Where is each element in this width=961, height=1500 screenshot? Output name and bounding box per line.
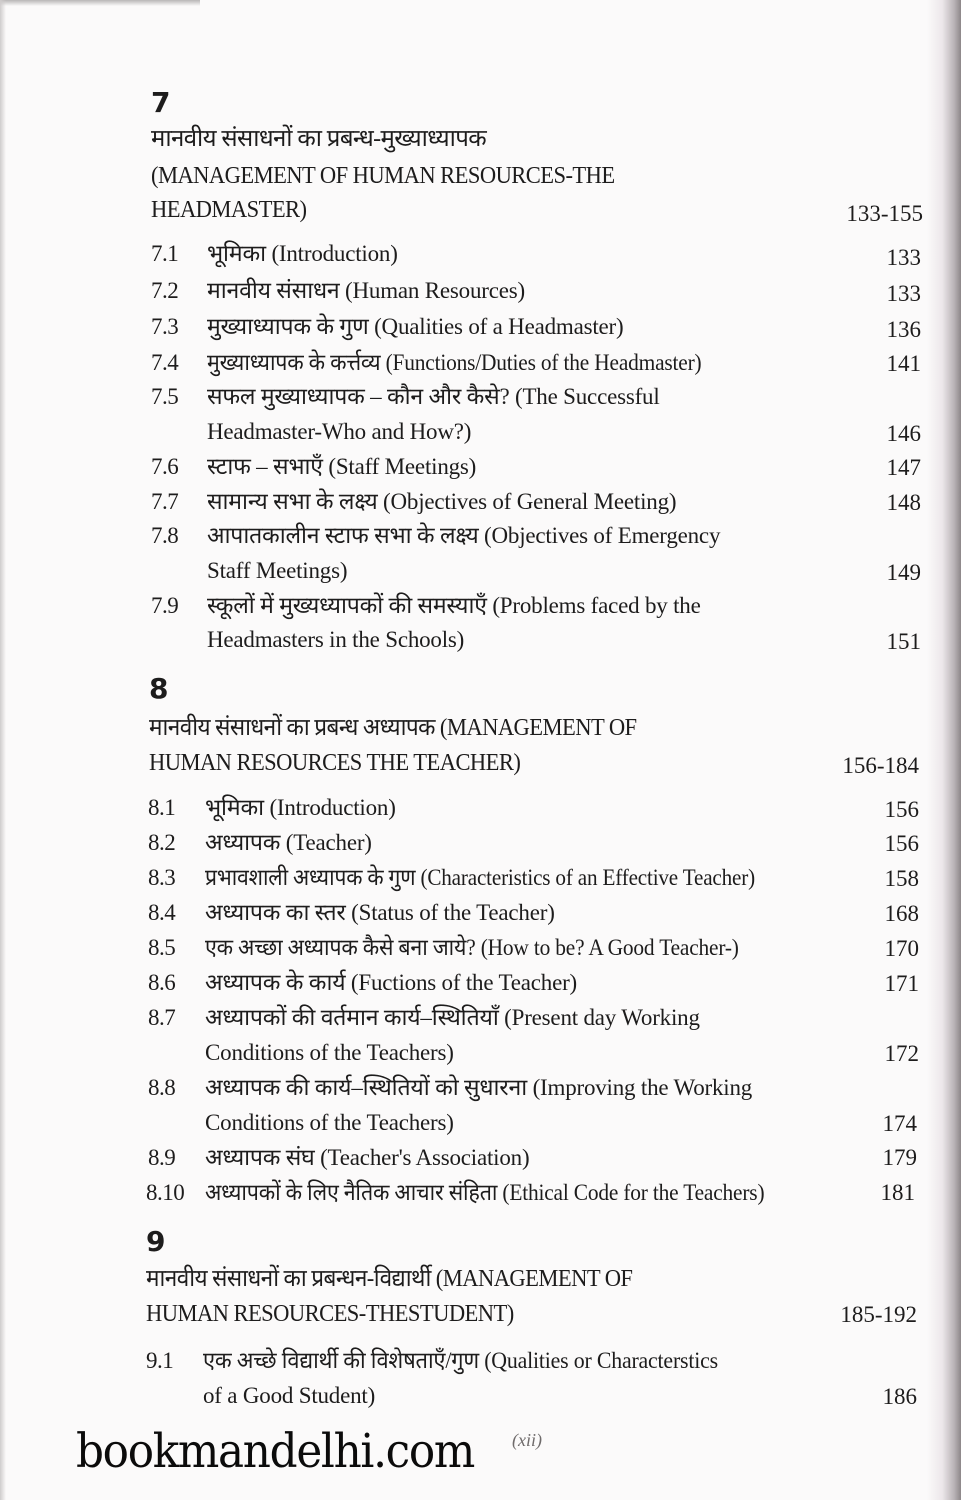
- watermark-logo: bookmandelhi.com: [76, 1424, 475, 1479]
- section-title-continued: Headmaster-Who and How?): [207, 419, 472, 444]
- chapter-title-line: HEADMASTER): [151, 197, 307, 223]
- chapter-title-line: मानवीय संसाधनों का प्रबन्ध-मुख्याध्यापक: [151, 126, 487, 152]
- section-number: 7.5: [151, 384, 179, 409]
- section-title: सामान्य सभा के लक्ष्य (Objectives of General Meeting): [207, 489, 677, 514]
- section-title: अध्यापकों की वर्तमान कार्य–स्थितियाँ (Present day Working: [205, 1005, 700, 1030]
- section-title: अध्यापक (Teacher): [205, 830, 372, 855]
- section-title: आपातकालीन स्टाफ सभा के लक्ष्य (Objectives of Emergency: [207, 523, 721, 548]
- section-number: 8.4: [148, 900, 176, 925]
- section-title: एक अच्छा अध्यापक कैसे बना जाये? (How to be? A Good Teacher-): [205, 935, 739, 960]
- section-title: मानवीय संसाधन (Human Resources): [207, 278, 525, 303]
- section-title-continued: of a Good Student): [203, 1383, 376, 1408]
- section-title-continued: Conditions of the Teachers): [205, 1040, 454, 1065]
- section-title: अध्यापक का स्तर (Status of the Teacher): [205, 900, 555, 925]
- section-page: 141: [886, 351, 921, 376]
- section-number: 8.9: [148, 1145, 176, 1170]
- section-title: मुख्याध्यापक के कर्त्तव्य (Functions/Duties of the Headmaster): [207, 350, 702, 375]
- chapter-page-range: 156-184: [842, 753, 919, 778]
- section-title: अध्यापक के कार्य (Fuctions of the Teacher): [205, 970, 577, 995]
- section-page: 146: [886, 421, 921, 446]
- chapter-number: 8: [149, 672, 169, 705]
- section-number: 7.2: [151, 278, 179, 303]
- chapter-title-line: (MANAGEMENT OF HUMAN RESOURCES-THE: [151, 163, 615, 189]
- section-number: 9.1: [146, 1348, 174, 1373]
- section-number: 8.5: [148, 935, 176, 960]
- section-number: 8.2: [148, 830, 176, 855]
- section-number: 8.6: [148, 970, 176, 995]
- chapter-title-line: मानवीय संसाधनों का प्रबन्धन-विद्यार्थी (MANAGEMENT OF: [146, 1266, 633, 1292]
- section-page: 133: [886, 245, 921, 270]
- section-page: 168: [884, 901, 919, 926]
- chapter-number: 9: [146, 1225, 166, 1258]
- section-page: 133: [886, 281, 921, 306]
- section-page: 179: [882, 1145, 917, 1170]
- section-title: सफल मुख्याध्यापक – कौन और कैसे? (The Successful: [207, 384, 660, 409]
- section-page: 171: [884, 971, 919, 996]
- section-title: एक अच्छे विद्यार्थी की विशेषताएँ/गुण (Qualities or Characterstics: [203, 1348, 718, 1373]
- section-page: 148: [886, 490, 921, 515]
- chapter-page-range: 185-192: [840, 1302, 917, 1327]
- section-title: अध्यापकों के लिए नैतिक आचार संहिता (Ethical Code for the Teachers): [205, 1180, 765, 1205]
- section-title-continued: Staff Meetings): [207, 558, 348, 583]
- section-page: 174: [882, 1111, 917, 1136]
- section-number: 8.8: [148, 1075, 176, 1100]
- section-page: 170: [884, 936, 919, 961]
- section-title: भूमिका (Introduction): [205, 795, 396, 820]
- section-page: 151: [886, 629, 921, 654]
- section-page: 186: [882, 1384, 917, 1409]
- chapter-title-line: मानवीय संसाधनों का प्रबन्ध अध्यापक (MANAGEMENT OF: [149, 715, 637, 741]
- section-number: 8.10: [146, 1180, 185, 1205]
- section-page: 156: [884, 831, 919, 856]
- section-number: 8.3: [148, 865, 176, 890]
- section-title: प्रभावशाली अध्यापक के गुण (Characteristics of an Effective Teacher): [205, 865, 755, 890]
- section-number: 7.9: [151, 593, 179, 618]
- section-title: स्टाफ – सभाएँ (Staff Meetings): [207, 454, 477, 479]
- section-title: अध्यापक संघ (Teacher's Association): [205, 1145, 530, 1170]
- chapter-title-line: HUMAN RESOURCES-THESTUDENT): [146, 1301, 514, 1327]
- section-title-continued: Conditions of the Teachers): [205, 1110, 454, 1135]
- section-number: 7.8: [151, 523, 179, 548]
- section-page: 158: [884, 866, 919, 891]
- section-number: 8.1: [148, 795, 176, 820]
- section-title: मुख्याध्यापक के गुण (Qualities of a Headmaster): [207, 314, 624, 339]
- section-title-continued: Headmasters in the Schools): [207, 627, 465, 652]
- section-title: स्कूलों में मुख्यध्यापकों की समस्याएँ (Problems faced by the: [207, 593, 701, 618]
- section-page: 147: [886, 455, 921, 480]
- section-page: 181: [880, 1180, 915, 1205]
- section-page: 136: [886, 317, 921, 342]
- section-number: 7.4: [151, 350, 179, 375]
- page-folio: (xii): [512, 1430, 542, 1450]
- chapter-number: 7: [151, 86, 171, 119]
- section-number: 7.1: [151, 241, 179, 266]
- section-number: 7.3: [151, 314, 179, 339]
- section-page: 156: [884, 797, 919, 822]
- chapter-title-line: HUMAN RESOURCES THE TEACHER): [149, 750, 521, 776]
- section-number: 8.7: [148, 1005, 176, 1030]
- section-title: अध्यापक की कार्य–स्थितियों को सुधारना (Improving the Working: [205, 1075, 753, 1100]
- section-page: 172: [884, 1041, 919, 1066]
- chapter-page-range: 133-155: [846, 201, 923, 226]
- section-title: भूमिका (Introduction): [207, 241, 398, 266]
- section-number: 7.6: [151, 454, 179, 479]
- section-number: 7.7: [151, 489, 179, 514]
- section-page: 149: [886, 560, 921, 585]
